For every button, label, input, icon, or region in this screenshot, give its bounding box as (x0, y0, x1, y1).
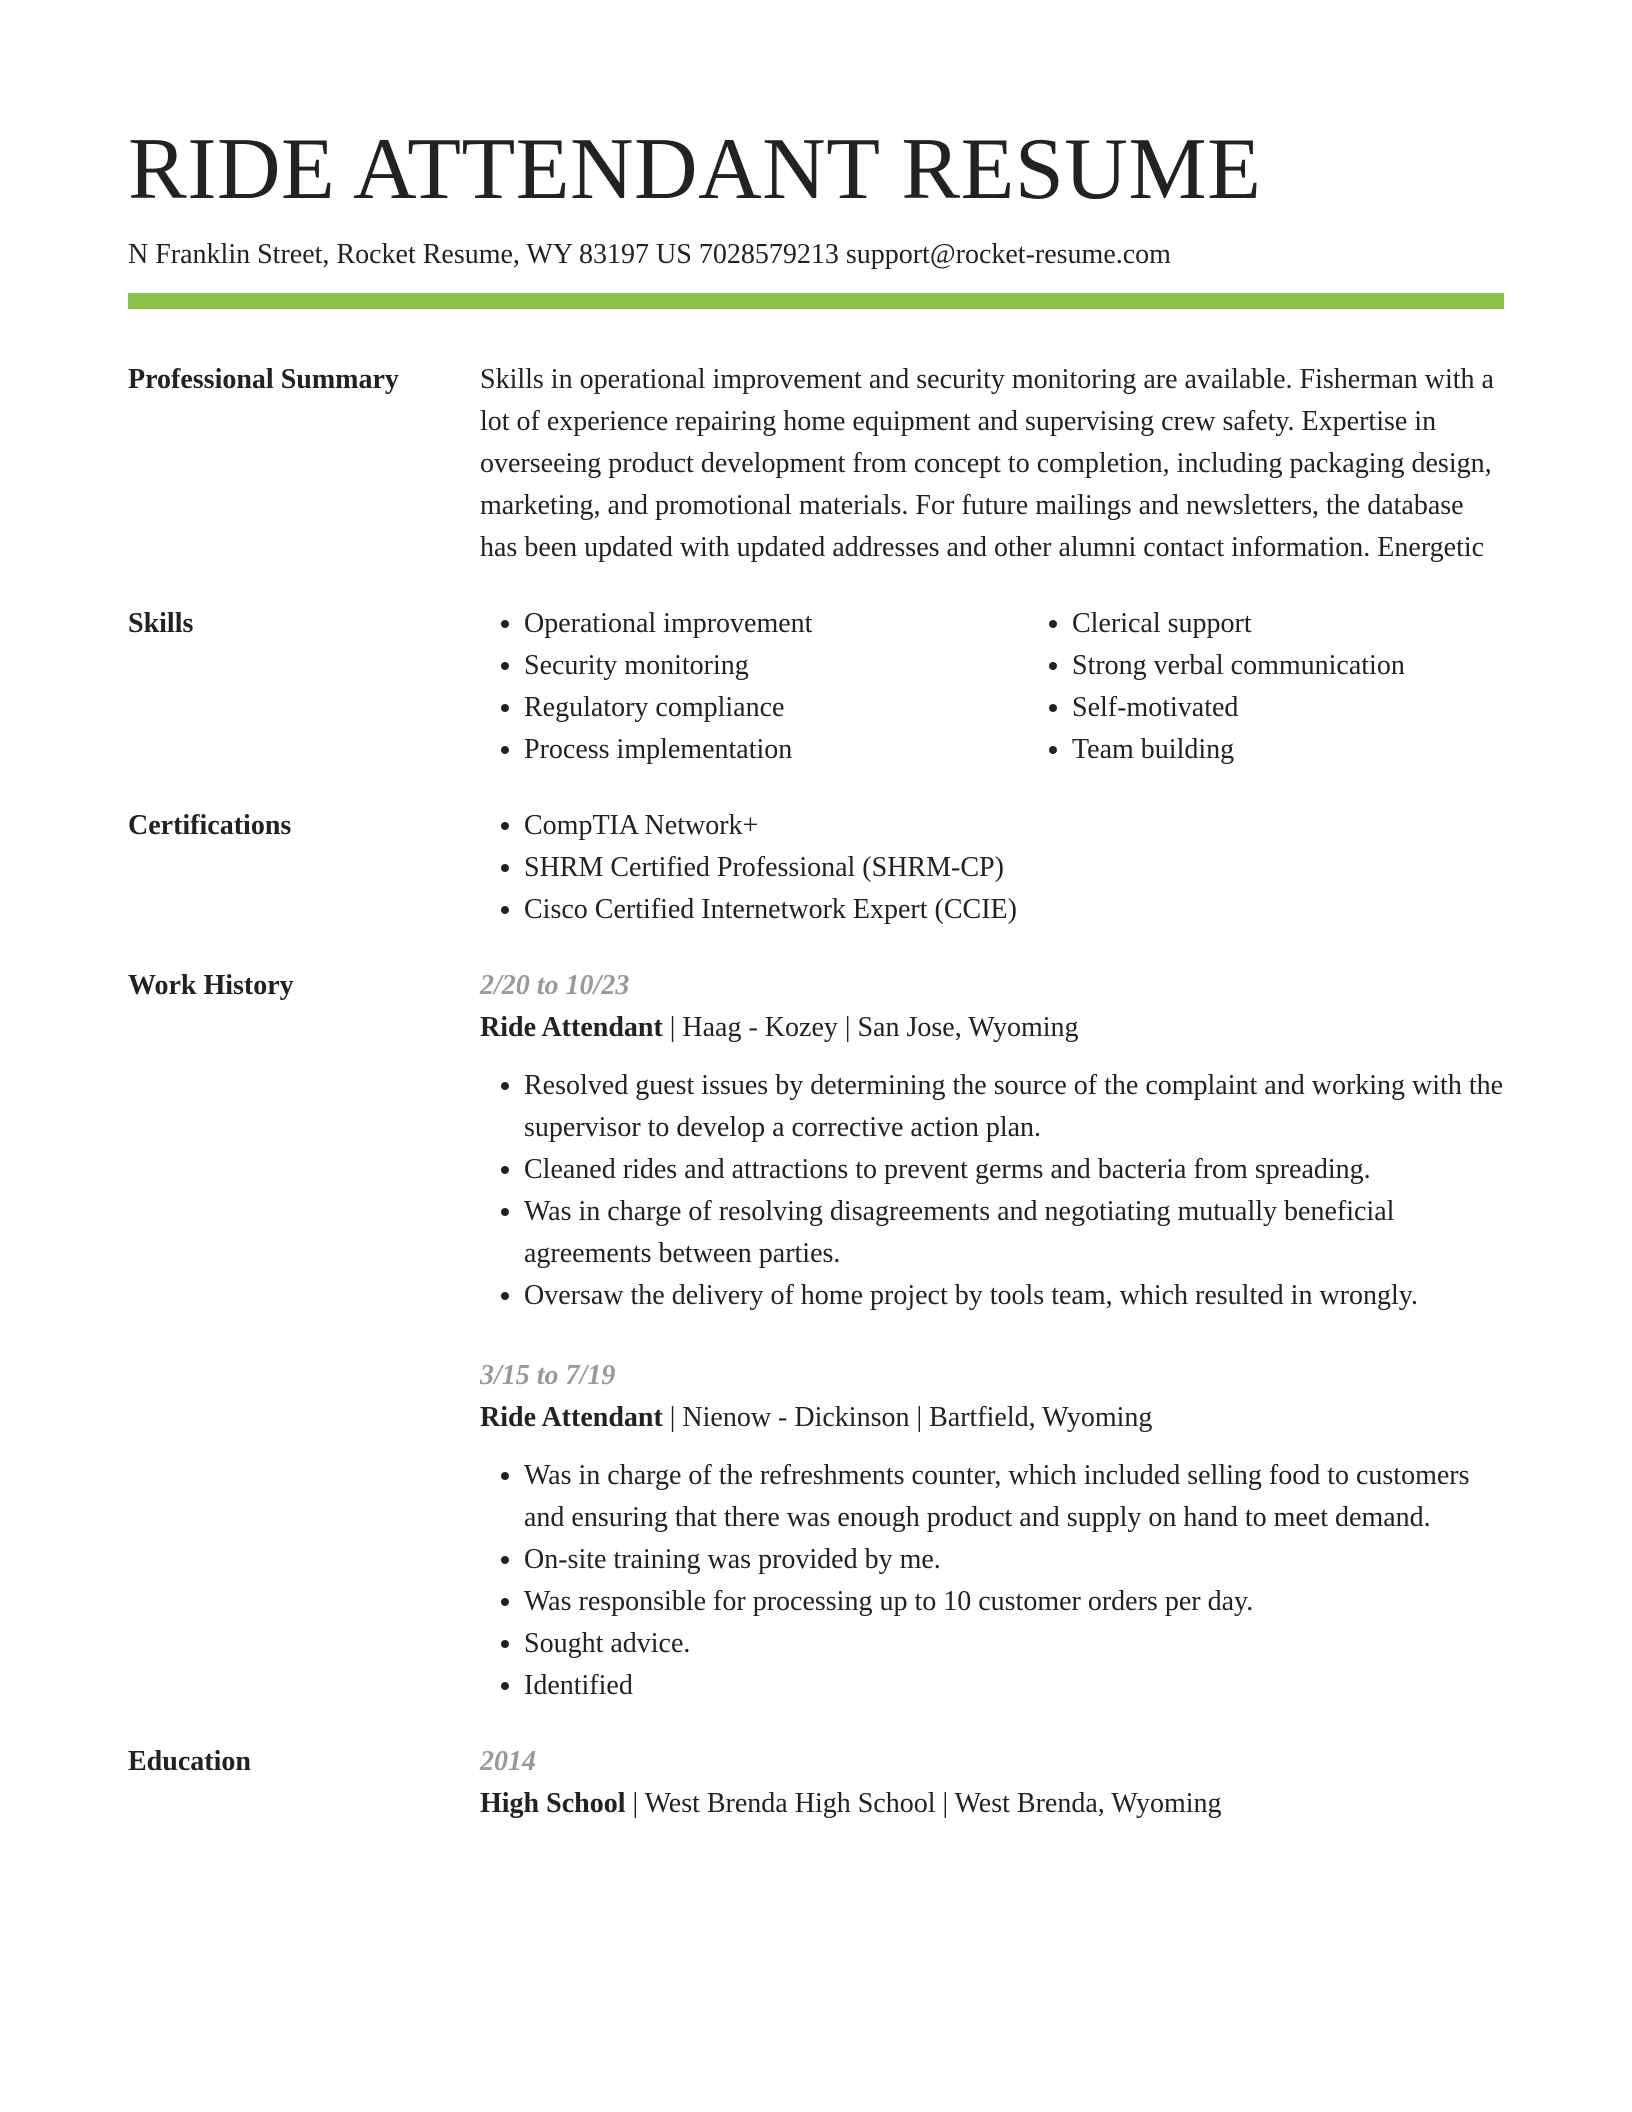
skill-item: • Regulatory compliance (524, 687, 1028, 729)
skill-item: • Strong verbal communication (1072, 645, 1576, 687)
job-details: | Nienow - Dickinson | Bartfield, Wyoming (662, 1402, 1153, 1433)
education-line (480, 1783, 1504, 1825)
job-bullet: • Sought advice. (524, 1623, 1504, 1665)
summary-text: Skills in operational improvement and security monitoring are available. Fisherman with a lot of experience repairing home equipment and supervising crew safety. Expertise in overseeing product development from concept to completion, including packaging design, marketing, and promotional materials. For future mailings and newsletters, the database has been updated with updated addresses and other alumni contact information. Energetic (480, 364, 1494, 563)
skill-item: • Team building (1072, 729, 1576, 771)
work-history-body (480, 965, 1504, 1707)
education-section (128, 1741, 1504, 1825)
job-bullet: • Was in charge of the refreshments counter, which included selling food to customers and ensuring that there was enough product and supply on hand to meet demand. (524, 1455, 1504, 1539)
education-degree: High School (480, 1788, 626, 1819)
job-details: | Haag - Kozey | San Jose, Wyoming (662, 1012, 1079, 1043)
certification-item: • CompTIA Network+ (524, 805, 1504, 847)
skills-grid (480, 603, 1576, 771)
certification-item: • SHRM Certified Professional (SHRM-CP) (524, 847, 1504, 889)
job-bullets (480, 1065, 1504, 1317)
work-history-label: Work History (128, 970, 294, 1001)
job-bullets (480, 1455, 1504, 1707)
certifications-section (128, 805, 1504, 931)
job-bullet: • Was in charge of resolving disagreements and negotiating mutually beneficial agreements between parties. (524, 1191, 1504, 1275)
certifications-body (480, 805, 1504, 931)
job-title: Ride Attendant (480, 1402, 663, 1433)
skills-section (128, 603, 1504, 771)
skill-item: • Security monitoring (524, 645, 1028, 687)
job-dates: 3/15 to 7/19 (480, 1360, 616, 1391)
skill-item: • Self-motivated (1072, 687, 1576, 729)
skills-label: Skills (128, 608, 194, 639)
job-dates: 2/20 to 10/23 (480, 970, 630, 1001)
summary-body (480, 359, 1504, 569)
education-date: 2014 (480, 1746, 536, 1777)
education-details: | West Brenda High School | West Brenda, Wyoming (625, 1788, 1222, 1819)
skills-body (480, 603, 1576, 771)
job-bullet: • On-site training was provided by me. (524, 1539, 1504, 1581)
summary-section (128, 359, 1504, 569)
certifications-label: Certifications (128, 810, 292, 841)
job-bullet: • Resolved guest issues by determining the source of the complaint and working with the supervisor to develop a corrective action plan. (524, 1065, 1504, 1149)
header-divider (128, 293, 1504, 309)
skills-list-left (480, 603, 1028, 771)
job-role-line (480, 1007, 1504, 1049)
job-bullet: • Identified (524, 1665, 1504, 1707)
certifications-list (480, 805, 1504, 931)
job-bullet: • Oversaw the delivery of home project by tools team, which resulted in wrongly. (524, 1275, 1504, 1317)
job-entry (480, 1355, 1504, 1707)
job-bullet: • Cleaned rides and attractions to prevent germs and bacteria from spreading. (524, 1149, 1504, 1191)
work-history-section (128, 965, 1504, 1707)
job-bullet: • Was responsible for processing up to 10 customer orders per day. (524, 1581, 1504, 1623)
skill-item: • Process implementation (524, 729, 1028, 771)
contact-line: N Franklin Street, Rocket Resume, WY 83197 US 7028579213 support@rocket-resume.com (128, 239, 1171, 270)
job-role-line (480, 1397, 1504, 1439)
skill-item: • Operational improvement (524, 603, 1028, 645)
skills-list-right (1028, 603, 1576, 771)
job-title: Ride Attendant (480, 1012, 663, 1043)
education-label: Education (128, 1746, 251, 1777)
summary-label: Professional Summary (128, 364, 399, 395)
skill-item: • Clerical support (1072, 603, 1576, 645)
job-entry (480, 965, 1504, 1317)
page-title: RIDE ATTENDANT RESUME (128, 121, 1262, 218)
certification-item: • Cisco Certified Internetwork Expert (CCIE) (524, 889, 1504, 931)
education-body (480, 1741, 1504, 1825)
